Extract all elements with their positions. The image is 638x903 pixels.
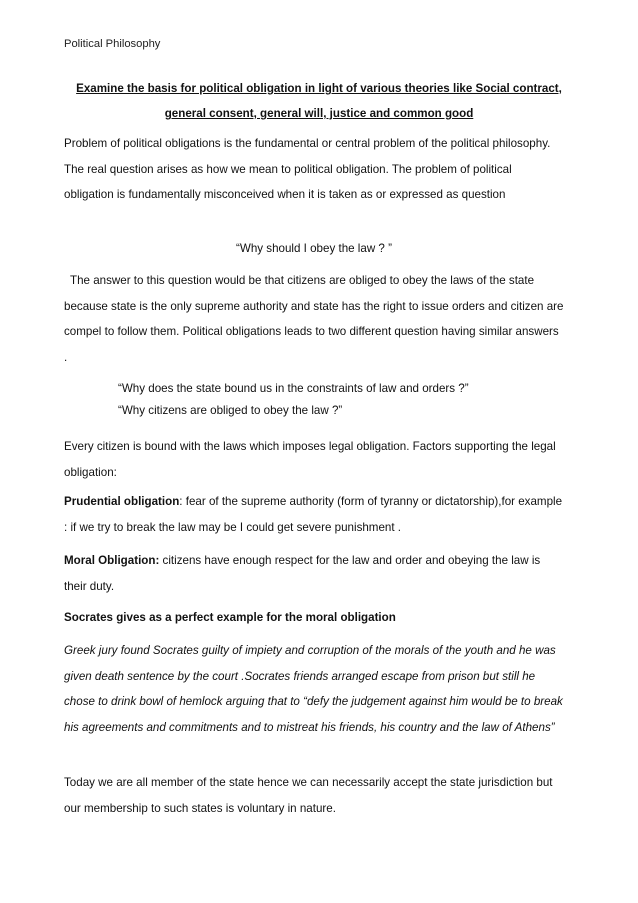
document-title: Examine the basis for political obligation in light of various theories like Social contract, general consent, general will, justice and common good: [76, 82, 562, 120]
socrates-heading: Socrates gives as a perfect example for the moral obligation: [64, 611, 396, 624]
paragraph-socrates: Greek jury found Socrates guilty of impiety and corruption of the morals of the youth and he was given death sentence by the court .Socrates friends arranged escape from prison but still he chose to drink bowl of hemlock arguing that to “defy the judgement against him would be to break his agreements and commitments and to mistreat his friends, his country and the law of Athens”: [64, 644, 563, 734]
quote-why-obey: “Why should I obey the law ? ”: [236, 242, 392, 255]
paragraph-intro: Problem of political obligations is the fundamental or central problem of the political philosophy. The real question arises as how we mean to political obligation. The problem of political obligation is fundamentally misconceived when it is taken as or expressed as question: [64, 137, 551, 202]
paragraph-legal-obligation: Every citizen is bound with the laws which imposes legal obligation. Factors supporting the legal obligation:: [64, 440, 556, 479]
paragraph-prudential: [64, 489, 564, 540]
moral-text: citizens have enough respect for the law and order and obeying the law is their duty.: [64, 554, 541, 593]
paragraph-answer: The answer to this question would be that citizens are obliged to obey the laws of the state because state is the only supreme authority and state has the right to issue orders and citizen are compel to follow them. Political obligations leads to two different question having similar answers .: [64, 274, 564, 364]
prudential-term: Prudential obligation: [64, 495, 180, 508]
moral-term: Moral Obligation:: [64, 554, 160, 567]
paragraph-final: Today we are all member of the state hence we can necessarily accept the state jurisdiction but our membership to such states is voluntary in nature.: [64, 776, 553, 815]
page-header: Political Philosophy: [64, 38, 161, 50]
paragraph-moral: [64, 548, 564, 599]
prudential-text: : fear of the supreme authority (form of tyranny or dictatorship),for example : if we try to break the law may be I could get severe punishment .: [64, 495, 563, 534]
quote-state-bound: “Why does the state bound us in the constraints of law and orders ?”: [118, 382, 469, 395]
quote-citizens-obliged: “Why citizens are obliged to obey the law ?”: [118, 404, 343, 417]
